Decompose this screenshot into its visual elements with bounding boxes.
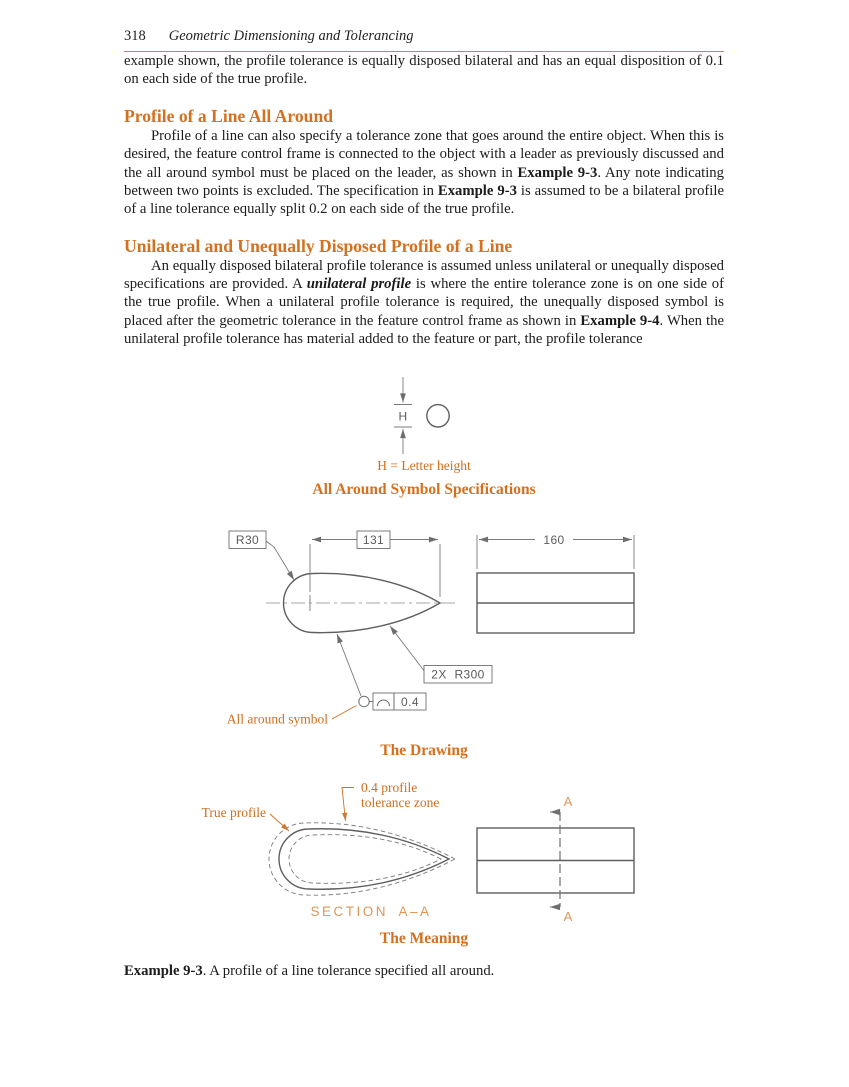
feature-control-frame	[337, 634, 426, 710]
letter-height-dimension	[394, 377, 412, 454]
svg-text:R30: R30	[235, 532, 260, 547]
svg-text:0.4: 0.4	[401, 694, 419, 709]
symbol-spec-title: All Around Symbol Specifications	[312, 480, 536, 498]
svg-text:160: 160	[543, 532, 565, 547]
radius-dimension-r30	[229, 531, 294, 580]
the-drawing-title: The Drawing	[380, 741, 468, 759]
example-ref: Example 9-3	[437, 182, 517, 199]
svg-text:0.4 profile: 0.4 profile	[361, 779, 418, 795]
all-around-callout	[227, 705, 357, 726]
paragraph-segment: is assumed to be a bilateral profile of a line tolerance equally split 0.2 on each side of the true profile.	[124, 182, 724, 217]
example-ref: Example 9-4	[580, 312, 660, 329]
paragraph-all-around	[124, 127, 724, 218]
all-around-symbol-icon	[427, 404, 449, 426]
heading-unilateral: Unilateral and Unequally Disposed Profile of a Line	[124, 236, 513, 257]
intro-text: example shown, the profile tolerance is equally disposed bilateral and has an equal disposition of 0.1 on each side of the true profile.	[124, 53, 724, 88]
running-title: Geometric Dimensioning and Tolerancing	[168, 28, 414, 44]
r300-note	[390, 626, 492, 683]
tolerance-zone-callout	[342, 780, 439, 821]
svg-text:tolerance zone: tolerance zone	[361, 794, 440, 810]
term-unilateral-profile: unilateral profile	[306, 276, 412, 293]
page-number: 318	[124, 28, 146, 44]
h-dimension-label: H	[398, 409, 408, 424]
example-caption-text: . A profile of a line tolerance specified all around.	[202, 962, 495, 979]
outer-tolerance-boundary	[269, 823, 455, 895]
true-profile-outline	[279, 829, 449, 890]
side-view	[477, 533, 634, 633]
length-dimension-131	[310, 531, 440, 597]
true-profile-callout	[202, 805, 289, 831]
page-content	[124, 28, 724, 980]
paragraph-segment: is where the entire tolerance zone is on one side of the true profile. When a unilateral profile tolerance is required, the unequally disposed symbol is placed after the geometric tolerance in the feature control frame as shown in	[124, 276, 724, 329]
svg-text:All around symbol: All around symbol	[226, 711, 328, 727]
section-label: SECTION A–A	[310, 903, 432, 919]
example-9-3-figure	[124, 374, 724, 962]
intro-paragraph	[124, 52, 724, 88]
running-header	[124, 28, 724, 52]
cutting-letter-top: A	[563, 793, 573, 809]
example-caption-label: Example 9-3	[124, 962, 203, 979]
cutting-letter-bottom: A	[563, 908, 573, 924]
paragraph-segment: Profile of a line can also specify a tolerance zone that goes around the entire object. When this is desired, the feature control frame is connected to the object with a leader as previously discussed and the all around symbol must be placed on the leader, as shown in	[124, 128, 724, 181]
h-caption: H = Letter height	[377, 457, 471, 473]
section-view	[477, 794, 634, 924]
paragraph-segment: An equally disposed bilateral profile tolerance is assumed unless unilateral or unequally disposed specifications are provided. A	[124, 258, 724, 293]
paragraph-unilateral	[124, 257, 724, 348]
paragraph-segment: . Any note indicating between two points is excluded. The specification in	[124, 164, 724, 199]
svg-text:True profile: True profile	[201, 804, 266, 820]
svg-text:2X R300: 2X R300	[431, 667, 485, 682]
example-caption	[124, 962, 724, 980]
example-ref: Example 9-3	[517, 164, 598, 181]
symbol-spec-drawing	[385, 374, 505, 456]
the-meaning-title: The Meaning	[379, 929, 469, 947]
svg-text:131: 131	[362, 532, 385, 547]
heading-profile-all-around: Profile of a Line All Around	[124, 106, 334, 127]
paragraph-segment: . When the unilateral profile tolerance has material added to the feature or part, the profile tolerance	[124, 312, 725, 347]
the-meaning-view	[124, 778, 724, 948]
the-drawing-view	[124, 526, 724, 744]
all-around-symbol	[359, 696, 369, 706]
